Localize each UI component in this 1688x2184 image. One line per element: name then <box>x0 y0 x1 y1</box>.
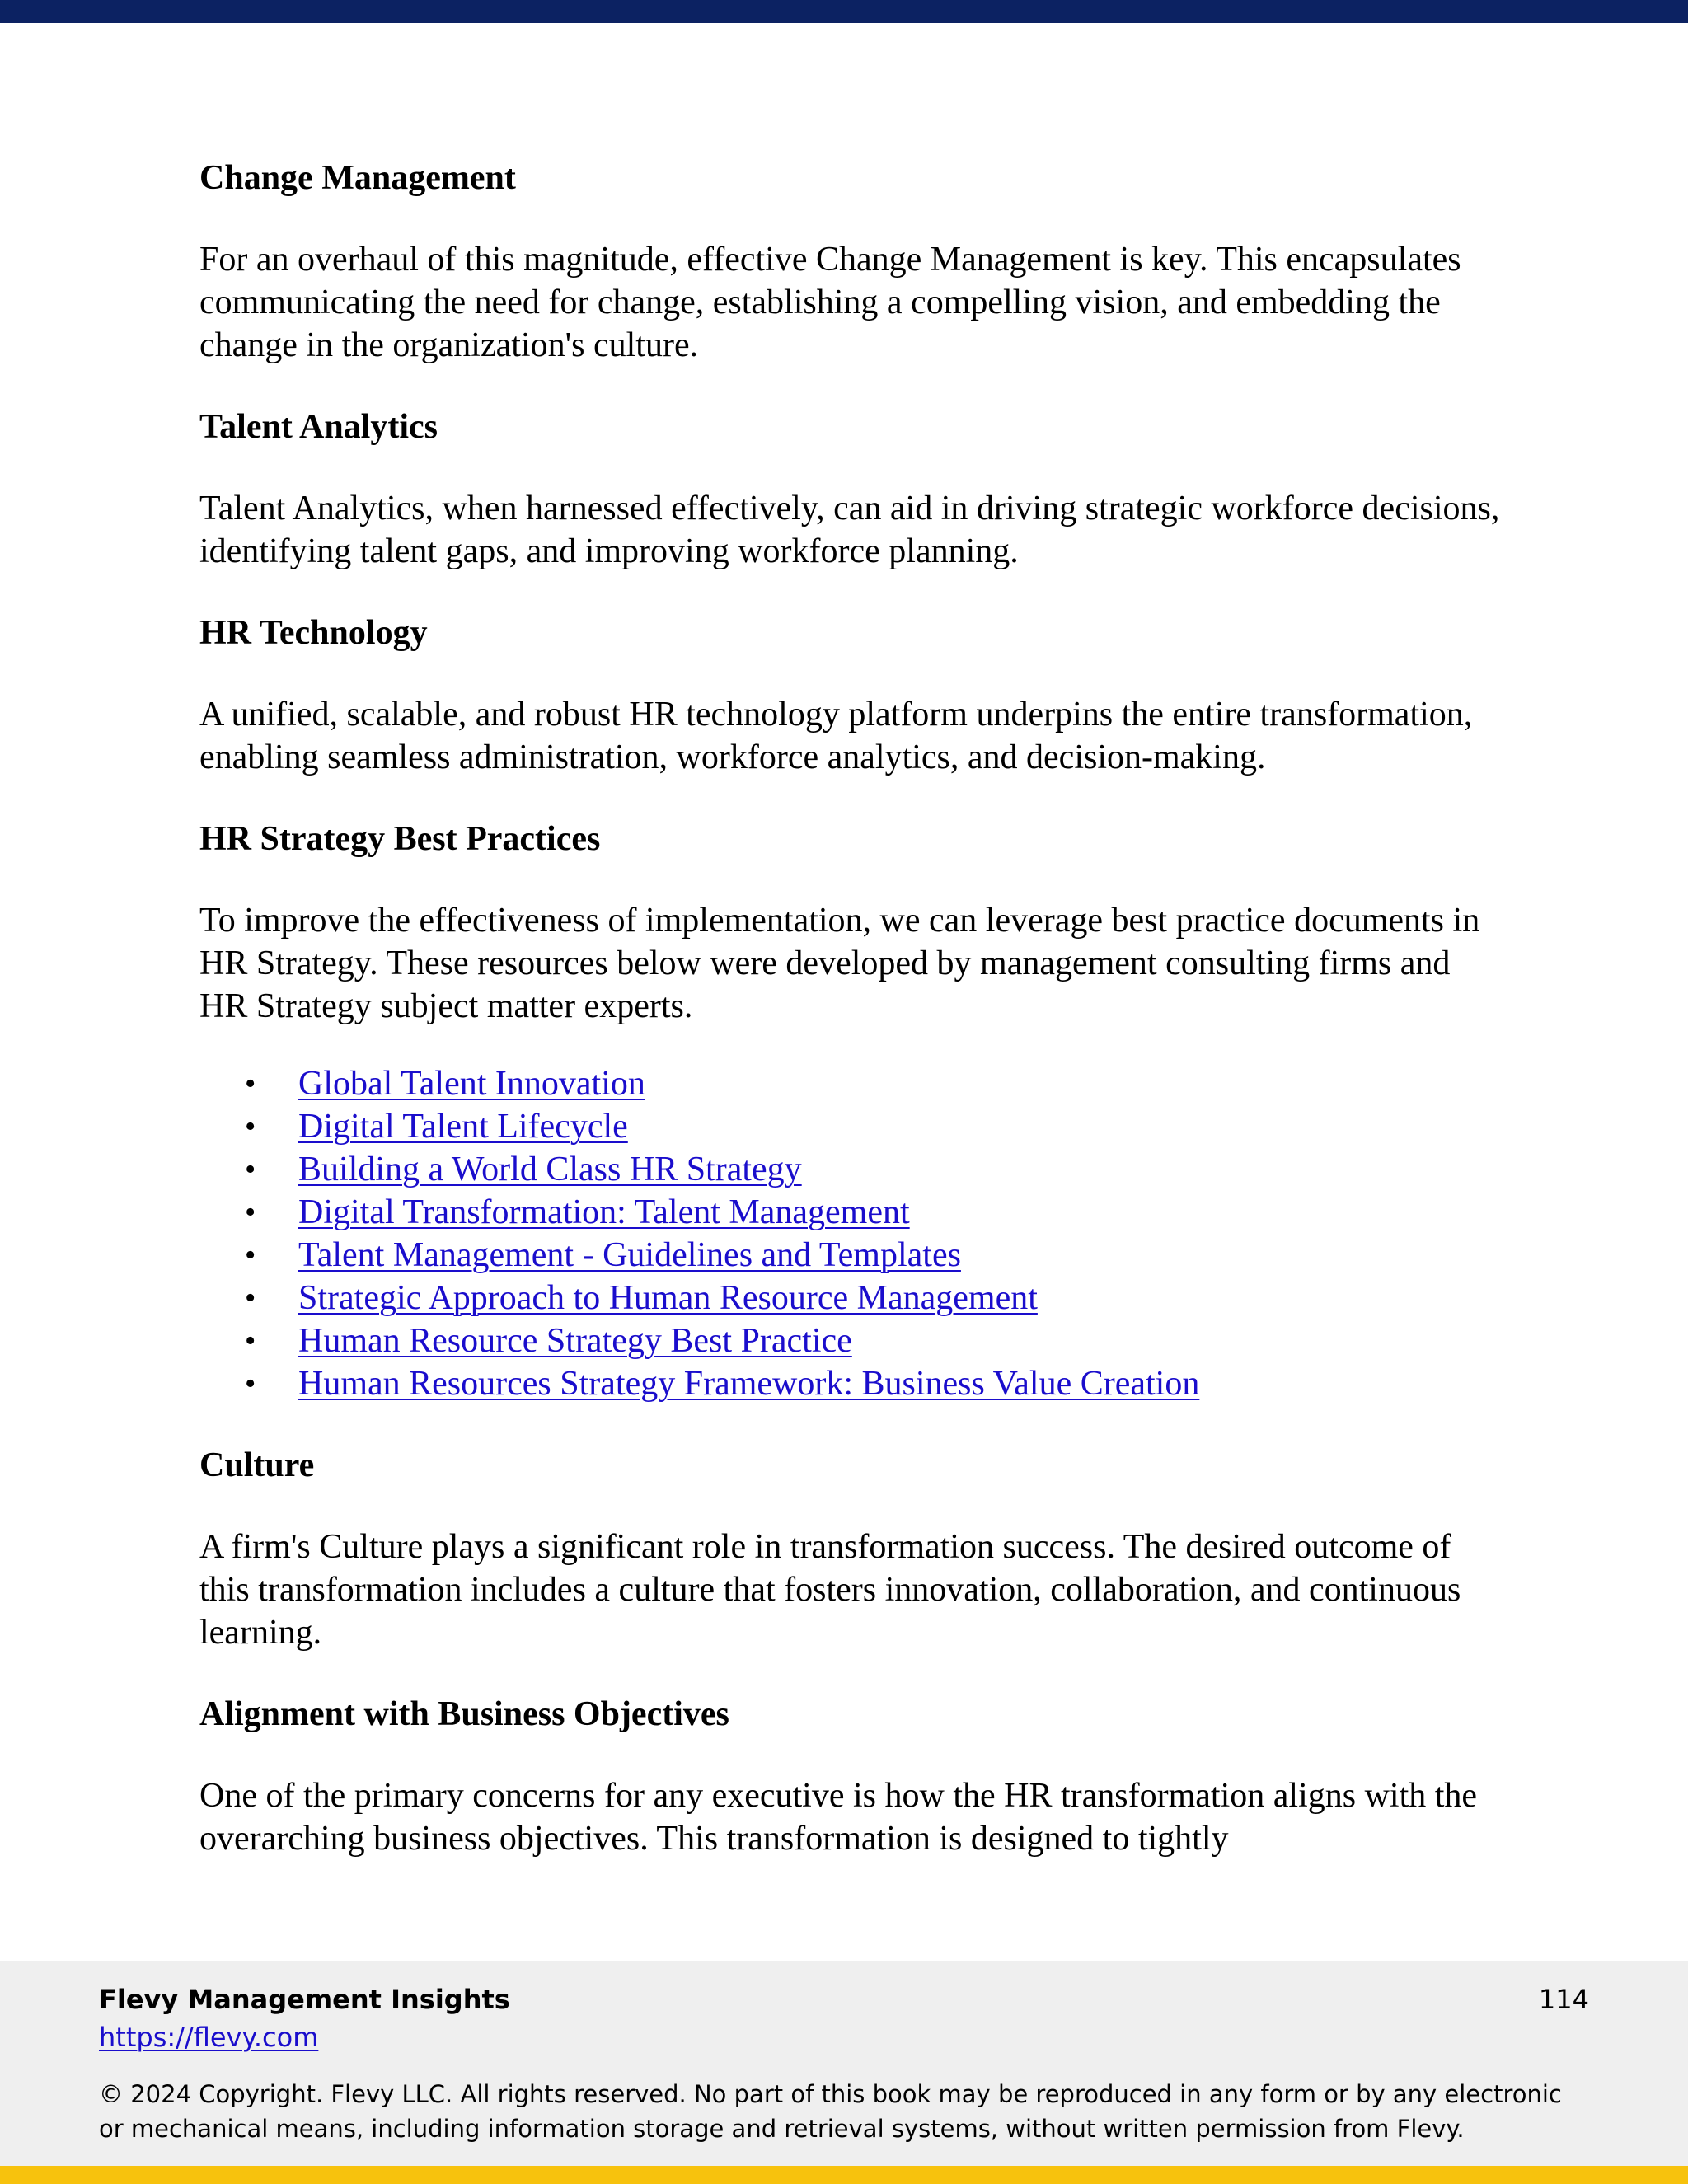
section-body-culture: A firm's Culture plays a significant role in transformation success. The desired outcome of this transformation includes a culture that fosters innovation, collaboration, and continuous learning. <box>199 1528 1461 1652</box>
bottom-accent-bar <box>0 2166 1688 2184</box>
resource-link-hr-strategy-best-practice[interactable]: Human Resource Strategy Best Practice <box>298 1322 852 1360</box>
bullet-icon: • <box>245 1195 256 1230</box>
bullet-icon: • <box>245 1366 256 1401</box>
section-body-hr-technology: A unified, scalable, and robust HR technology platform underpins the entire transformation, enabling seamless administration, workforce analytics, and decision-making. <box>199 696 1473 776</box>
list-item <box>199 1105 1502 1148</box>
bullet-icon: • <box>245 1109 256 1144</box>
resource-link-hr-strategy-framework[interactable]: Human Resources Strategy Framework: Business Value Creation <box>298 1365 1200 1403</box>
bullet-icon: • <box>245 1324 256 1358</box>
footer-brand: Flevy Management Insights <box>99 1984 510 2015</box>
footer-copyright: © 2024 Copyright. Flevy LLC. All rights reserved. No part of this book may be reproduced in any form or by any electronic or mechanical means, including information storage and retrieval systems, without written permission from Flevy. <box>99 2080 1562 2143</box>
section-title-hr-strategy-best-practices: HR Strategy Best Practices <box>199 820 601 858</box>
list-item <box>199 1277 1502 1319</box>
footer-site-link[interactable]: https://flevy.com <box>99 2022 319 2053</box>
resource-link-digital-talent-lifecycle[interactable]: Digital Talent Lifecycle <box>298 1108 628 1146</box>
bullet-icon: • <box>245 1238 256 1272</box>
section-body-talent-analytics: Talent Analytics, when harnessed effectively, can aid in driving strategic workforce decisions, identifying talent gaps, and improving workforce planning. <box>199 490 1500 570</box>
section-title-alignment-business-objectives: Alignment with Business Objectives <box>199 1695 729 1733</box>
bullet-icon: • <box>245 1152 256 1187</box>
list-item <box>199 1148 1502 1191</box>
list-item <box>199 1191 1502 1234</box>
bullet-icon: • <box>245 1066 256 1101</box>
resource-link-global-talent-innovation[interactable]: Global Talent Innovation <box>298 1065 645 1103</box>
resource-link-digital-transformation-talent-management[interactable]: Digital Transformation: Talent Management <box>298 1193 910 1231</box>
page-footer <box>0 1961 1688 2166</box>
section-title-hr-technology: HR Technology <box>199 614 428 652</box>
section-body-change-management: For an overhaul of this magnitude, effective Change Management is key. This encapsulates communicating the need for change, establishing a compelling vision, and embedding the change in the organization's culture. <box>199 241 1461 364</box>
section-title-culture: Culture <box>199 1446 315 1484</box>
list-item <box>199 1234 1502 1277</box>
list-item <box>199 1319 1502 1362</box>
resource-link-world-class-hr-strategy[interactable]: Building a World Class HR Strategy <box>298 1151 802 1188</box>
section-title-change-management: Change Management <box>199 159 516 197</box>
top-accent-bar <box>0 0 1688 23</box>
page-content <box>199 157 1502 1899</box>
page-number: 114 <box>1538 1984 1589 2015</box>
section-body-alignment-business-objectives: One of the primary concerns for any executive is how the HR transformation aligns with the overarching business objectives. This transformation is designed to tightly <box>199 1777 1478 1858</box>
list-item <box>199 1062 1502 1105</box>
section-body-hr-strategy-best-practices: To improve the effectiveness of implementation, we can leverage best practice documents in HR Strategy. These resources below were developed by management consulting firms and HR Strategy subject matter experts. <box>199 902 1480 1025</box>
section-title-talent-analytics: Talent Analytics <box>199 408 438 446</box>
resource-link-strategic-approach-hrm[interactable]: Strategic Approach to Human Resource Management <box>298 1279 1038 1317</box>
resource-links-list <box>199 1062 1502 1405</box>
list-item <box>199 1362 1502 1405</box>
resource-link-talent-management-guidelines[interactable]: Talent Management - Guidelines and Templates <box>298 1236 961 1274</box>
bullet-icon: • <box>245 1281 256 1315</box>
